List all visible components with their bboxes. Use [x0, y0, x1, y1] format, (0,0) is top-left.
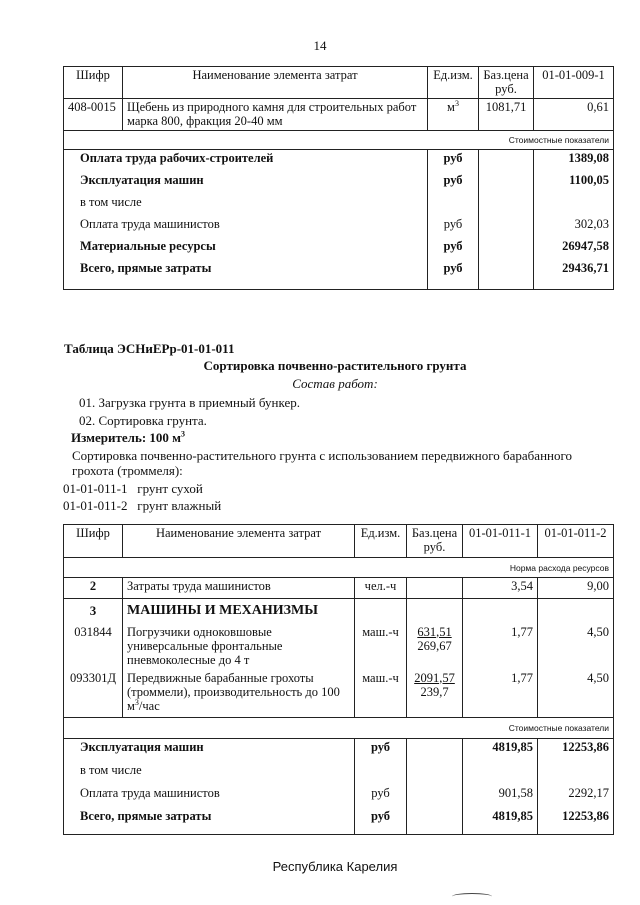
works-heading: Состав работ:	[292, 376, 378, 391]
row-price: 1081,71	[479, 99, 534, 131]
footer-region: Республика Карелия	[272, 859, 398, 874]
description-line: грохота (троммеля):	[72, 463, 183, 478]
description-line: Сортировка почвенно-растительного грунта с использованием передвижного барабанного	[72, 448, 572, 463]
summary-label: Оплата труда машинистов	[64, 785, 355, 808]
row-code: 031844	[64, 624, 123, 670]
header-column-1: 01-01-011-1	[463, 525, 538, 558]
row-name: Передвижные барабанные грохоты (троммели), производительность до 100 $м^3$/час	[123, 670, 355, 718]
summary-unit: руб	[428, 216, 479, 238]
header-code: Шифр	[64, 525, 123, 558]
summary-row	[64, 150, 614, 172]
summary-label: Эксплуатация машин	[64, 739, 355, 762]
meter-label: Измеритель: 100 $м^3$	[71, 429, 186, 445]
row-unit: маш.-ч	[355, 624, 407, 670]
summary-label: Оплата труда рабочих-строителей	[64, 150, 428, 172]
summary-value: 302,03	[534, 216, 614, 238]
table-row	[64, 624, 614, 670]
row-unit: $м^3$	[428, 99, 479, 131]
variant-item: 01-01-011-2 грунт влажный	[63, 498, 222, 513]
summary-value: 26947,58	[534, 238, 614, 260]
section-label-row	[64, 131, 614, 150]
summary-unit: руб	[428, 238, 479, 260]
work-item: 01. Загрузка грунта в приемный бункер.	[79, 395, 300, 410]
row-value: 0,61	[534, 99, 614, 131]
row-unit: маш.-ч	[355, 670, 407, 718]
summary-unit: руб	[355, 808, 407, 835]
summary-unit: руб	[428, 260, 479, 290]
summary-label: Материальные ресурсы	[64, 238, 428, 260]
section-row	[64, 599, 614, 624]
header-name: Наименование элемента затрат	[123, 525, 355, 558]
table-row	[64, 670, 614, 718]
main-cost-table	[63, 524, 614, 835]
summary-unit: руб	[355, 739, 407, 762]
header-code: Шифр	[64, 67, 123, 99]
summary-label: в том числе	[64, 194, 428, 216]
norm-label-row	[64, 558, 614, 578]
row-code: 093301Д	[64, 670, 123, 718]
row-name: Погрузчики одноковшовые универсальные фронтальные пневмоколесные до 4 т	[123, 624, 355, 670]
table-title: Таблица ЭСНиЕРр-01-01-011	[64, 341, 235, 356]
summary-row	[64, 238, 614, 260]
summary-value-2: 12253,86	[538, 739, 614, 762]
summary-row	[64, 762, 614, 785]
summary-row	[64, 785, 614, 808]
summary-value-1: 4819,85	[463, 739, 538, 762]
row-value-1: 3,54	[463, 578, 538, 599]
cost-label-row	[64, 718, 614, 739]
summary-label: Всего, прямые затраты	[64, 808, 355, 835]
summary-row	[64, 808, 614, 835]
header-column-2: 01-01-011-2	[538, 525, 614, 558]
header-name: Наименование элемента затрат	[123, 67, 428, 99]
summary-value: 29436,71	[534, 260, 614, 290]
summary-row	[64, 216, 614, 238]
summary-label: в том числе	[64, 762, 355, 785]
row-value-2: 4,50	[538, 670, 614, 718]
summary-value: 1100,05	[534, 172, 614, 194]
summary-unit: руб	[355, 785, 407, 808]
cost-section-label: Стоимостные показатели	[64, 131, 614, 150]
variant-item: 01-01-011-1 грунт сухой	[63, 481, 203, 496]
header-price: Баз.цена руб.	[479, 67, 534, 99]
cost-section-label: Стоимостные показатели	[64, 718, 614, 739]
main-table-header	[64, 525, 614, 558]
header-unit: Ед.изм.	[355, 525, 407, 558]
row-name: Щебень из природного камня для строительных работ марка 800, фракция 20-40 мм	[123, 99, 428, 131]
summary-label: Всего, прямые затраты	[64, 260, 428, 290]
header-price: Баз.цена руб.	[407, 525, 463, 558]
row-name: Затраты труда машинистов	[123, 578, 355, 599]
top-cost-table	[63, 66, 614, 290]
norm-section-label: Норма расхода ресурсов	[64, 558, 614, 578]
row-code: 408-0015	[64, 99, 123, 131]
row-value-2: 9,00	[538, 578, 614, 599]
row-value-1: 1,77	[463, 624, 538, 670]
header-unit: Ед.изм.	[428, 67, 479, 99]
summary-row	[64, 739, 614, 762]
top-table-header	[64, 67, 614, 99]
summary-unit: руб	[428, 150, 479, 172]
signature-mark	[452, 893, 492, 900]
summary-value-1: 4819,85	[463, 808, 538, 835]
summary-value-2: 2292,17	[538, 785, 614, 808]
table-row	[64, 99, 614, 131]
summary-value-1: 901,58	[463, 785, 538, 808]
summary-unit: руб	[428, 172, 479, 194]
row-value-1: 1,77	[463, 670, 538, 718]
summary-value: 1389,08	[534, 150, 614, 172]
summary-label: Эксплуатация машин	[64, 172, 428, 194]
page-number: 14	[313, 38, 327, 53]
summary-value-2: 12253,86	[538, 808, 614, 835]
row-unit: чел.-ч	[355, 578, 407, 599]
section-code: 3	[64, 599, 123, 624]
section-name: МАШИНЫ И МЕХАНИЗМЫ	[123, 599, 355, 624]
summary-row	[64, 194, 614, 216]
summary-row	[64, 172, 614, 194]
table-row	[64, 578, 614, 599]
summary-row	[64, 260, 614, 290]
work-item: 02. Сортировка грунта.	[79, 413, 207, 428]
summary-label: Оплата труда машинистов	[64, 216, 428, 238]
row-price: 2091,57 239,7	[407, 670, 463, 718]
row-code: 2	[64, 578, 123, 599]
row-price: 631,51 269,67	[407, 624, 463, 670]
table-subtitle: Сортировка почвенно-растительного грунта	[203, 358, 467, 373]
header-column: 01-01-009-1	[534, 67, 614, 99]
row-value-2: 4,50	[538, 624, 614, 670]
